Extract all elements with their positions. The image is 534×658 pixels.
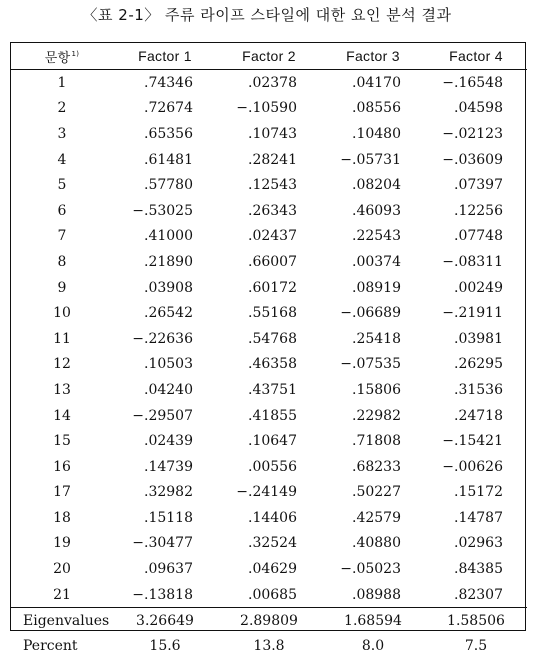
header-row — [11, 43, 527, 70]
factor-3-loading: .04170 — [352, 74, 401, 91]
factor-1-loading: .15118 — [144, 509, 193, 526]
factor-3-loading: .08988 — [352, 586, 401, 603]
header-factor-2: Factor 2 — [217, 43, 321, 70]
factor-3-loading: .25418 — [352, 330, 401, 347]
factor-2-loading: .41855 — [248, 407, 297, 424]
factor-4-loading: .26295 — [454, 356, 503, 373]
header-factor-4: Factor 4 — [425, 43, 527, 70]
factor-1-loading: .57780 — [144, 177, 193, 194]
factor-3-loading: −.07535 — [340, 356, 401, 373]
factor-4-loading: .82307 — [454, 586, 503, 603]
factor-2-loading: −.10590 — [236, 100, 297, 117]
table-row — [11, 300, 527, 326]
factor-4-loading: .15172 — [454, 484, 503, 501]
table-row — [11, 352, 527, 378]
table-row — [11, 531, 527, 557]
table-row — [11, 249, 527, 275]
item-number: 2 — [57, 100, 67, 117]
factor-4-loading: −.02123 — [442, 125, 503, 142]
factor-4-loading: .31536 — [454, 381, 503, 398]
table-row — [11, 403, 527, 429]
table-row — [11, 172, 527, 198]
factor-2-loading: .55168 — [248, 305, 297, 322]
factor-2-loading: .00556 — [248, 458, 297, 475]
factor-2-loading: .46358 — [248, 356, 297, 373]
item-number: 21 — [53, 586, 71, 603]
factor-1-loading: −.30477 — [132, 535, 193, 552]
factor-2-loading: .14406 — [248, 509, 297, 526]
table-row — [11, 198, 527, 224]
factor-analysis-table — [10, 42, 526, 654]
header-factor-3: Factor 3 — [321, 43, 425, 70]
factor-3-loading: .10480 — [352, 125, 401, 142]
item-number: 10 — [53, 305, 71, 322]
item-number: 18 — [53, 509, 71, 526]
factor-3-loading: .15806 — [352, 381, 401, 398]
factor-3-loading: .68233 — [352, 458, 401, 475]
factor-2-loading: .26343 — [248, 202, 297, 219]
factor-4-loading: −.08311 — [442, 253, 503, 270]
factor-4-loading: .03981 — [454, 330, 503, 347]
factor-1-loading: .21890 — [144, 253, 193, 270]
factor-2-loading: .10743 — [248, 125, 297, 142]
summary-factor-1-value: 3.26649 — [113, 608, 217, 634]
table-body — [11, 70, 527, 608]
item-number: 9 — [57, 279, 67, 296]
factor-2-loading: −.24149 — [236, 484, 297, 501]
factor-3-loading: .08556 — [352, 100, 401, 117]
factor-3-loading: −.05731 — [340, 151, 401, 168]
factor-2-loading: .10647 — [248, 433, 297, 450]
summary-factor-3-value: 8.0 — [361, 637, 385, 654]
table-row — [11, 121, 527, 147]
table-row — [11, 556, 527, 582]
factor-3-loading: −.05023 — [340, 561, 401, 578]
factor-2-loading: .04629 — [248, 561, 297, 578]
factor-3-loading: .22543 — [352, 228, 401, 245]
header-factor-1: Factor 1 — [113, 43, 217, 70]
table-summary — [11, 608, 527, 658]
factor-3-loading: .00374 — [352, 253, 401, 270]
factor-4-loading: .12256 — [454, 202, 503, 219]
factor-3-loading: .08919 — [352, 279, 401, 296]
summary-label: Eigenvalues — [11, 608, 113, 634]
factor-1-loading: .03908 — [144, 279, 193, 296]
table-row — [11, 147, 527, 173]
factor-1-loading: .02439 — [144, 433, 193, 450]
factor-1-loading: .41000 — [144, 228, 193, 245]
item-number: 17 — [53, 484, 71, 501]
summary-row — [11, 633, 527, 658]
factor-2-loading: .28241 — [248, 151, 297, 168]
table-row — [11, 377, 527, 403]
factor-2-loading: .12543 — [248, 177, 297, 194]
item-number: 6 — [57, 202, 67, 219]
factor-1-loading: −.13818 — [132, 586, 193, 603]
factor-1-loading: −.53025 — [132, 202, 193, 219]
footnote-marker: 1) — [71, 49, 80, 58]
item-number: 14 — [53, 407, 71, 424]
table-row — [11, 224, 527, 250]
factor-1-loading: .32982 — [144, 484, 193, 501]
item-number: 12 — [53, 356, 71, 373]
factor-3-loading: .08204 — [352, 177, 401, 194]
table-row — [11, 326, 527, 352]
factor-2-loading: .02378 — [248, 74, 297, 91]
factor-1-loading: .74346 — [144, 74, 193, 91]
factor-3-loading: .50227 — [352, 484, 401, 501]
factor-4-loading: .04598 — [454, 100, 503, 117]
item-number: 11 — [53, 330, 71, 347]
factor-2-loading: .02437 — [248, 228, 297, 245]
summary-row — [11, 608, 527, 634]
header-item: 문항$^{1)}$ — [11, 43, 113, 70]
factor-3-loading: .22982 — [352, 407, 401, 424]
table-row — [11, 275, 527, 301]
factor-4-loading: .00249 — [454, 279, 503, 296]
factor-4-loading: .24718 — [454, 407, 503, 424]
factor-4-loading: −.16548 — [442, 74, 503, 91]
item-number: 16 — [53, 458, 71, 475]
item-number: 7 — [57, 228, 67, 245]
factor-3-loading: .46093 — [352, 202, 401, 219]
factor-4-loading: −.00626 — [442, 458, 503, 475]
table-row — [11, 582, 527, 608]
summary-factor-2-value: 13.8 — [253, 637, 285, 654]
factor-4-loading: .07397 — [454, 177, 503, 194]
summary-factor-4-value: 7.5 — [464, 637, 488, 654]
factor-1-loading: −.22636 — [132, 330, 193, 347]
factor-1-loading: .04240 — [144, 381, 193, 398]
item-number: 3 — [57, 125, 67, 142]
results-table — [11, 43, 527, 658]
factor-2-loading: .00685 — [248, 586, 297, 603]
factor-2-loading: .54768 — [248, 330, 297, 347]
factor-1-loading: .65356 — [144, 125, 193, 142]
summary-factor-2-value: 2.89809 — [217, 608, 321, 634]
item-number: 1 — [57, 74, 67, 91]
item-number: 20 — [53, 561, 71, 578]
summary-factor-4-value: 1.58506 — [425, 608, 527, 634]
factor-1-loading: .61481 — [144, 151, 193, 168]
factor-1-loading: .26542 — [144, 305, 193, 322]
factor-1-loading: −.29507 — [132, 407, 193, 424]
item-number: 15 — [53, 433, 71, 450]
factor-4-loading: −.03609 — [442, 151, 503, 168]
factor-4-loading: .14787 — [454, 509, 503, 526]
factor-4-loading: .02963 — [454, 535, 503, 552]
factor-4-loading: −.15421 — [442, 433, 503, 450]
factor-3-loading: .71808 — [352, 433, 401, 450]
summary-factor-3-value: 1.68594 — [321, 608, 425, 634]
summary-factor-1-value: 15.6 — [149, 637, 181, 654]
item-number: 4 — [57, 151, 67, 168]
summary-label: Percent — [23, 637, 78, 654]
table-row — [11, 505, 527, 531]
factor-1-loading: .14739 — [144, 458, 193, 475]
factor-2-loading: .43751 — [248, 381, 297, 398]
table-row — [11, 480, 527, 506]
table-title: 〈표 2-1〉 주류 라이프 스타일에 대한 요인 분석 결과 — [82, 6, 452, 24]
factor-1-loading: .09637 — [144, 561, 193, 578]
item-number: 5 — [57, 177, 67, 194]
factor-4-loading: .84385 — [454, 561, 503, 578]
table-row — [11, 428, 527, 454]
factor-1-loading: .72674 — [144, 100, 193, 117]
item-number: 19 — [53, 535, 71, 552]
table-row — [11, 96, 527, 122]
table-row — [11, 454, 527, 480]
factor-3-loading: .40880 — [352, 535, 401, 552]
table-row — [11, 70, 527, 96]
item-number: 8 — [57, 253, 67, 270]
factor-2-loading: .66007 — [248, 253, 297, 270]
factor-3-loading: −.06689 — [340, 305, 401, 322]
factor-4-loading: .07748 — [454, 228, 503, 245]
item-number: 13 — [53, 381, 71, 398]
factor-4-loading: −.21911 — [442, 305, 503, 322]
factor-1-loading: .10503 — [144, 356, 193, 373]
factor-2-loading: .32524 — [248, 535, 297, 552]
factor-2-loading: .60172 — [248, 279, 297, 296]
factor-3-loading: .42579 — [352, 509, 401, 526]
